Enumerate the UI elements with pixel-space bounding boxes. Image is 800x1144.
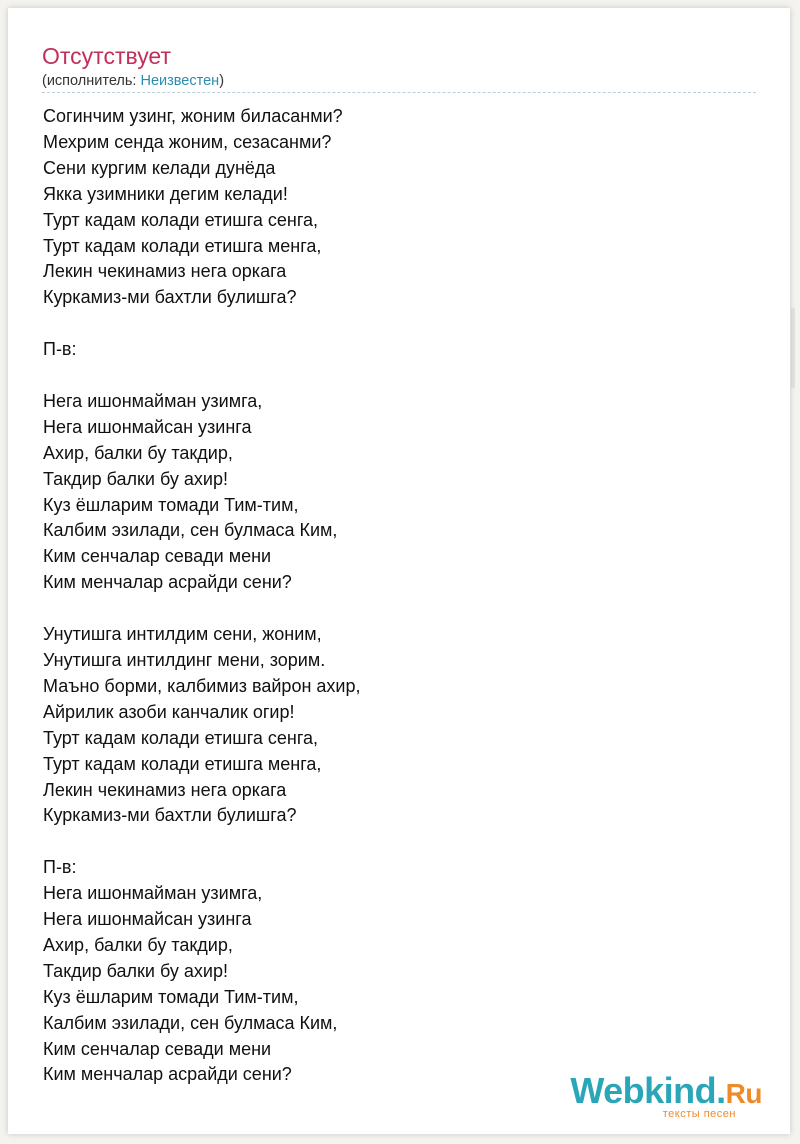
lyrics-line: Согинчим узинг, жоним биласанми? [43,106,343,126]
lyrics-line: Турт кадам колади етишга сенга, [43,209,319,230]
lyrics-line: Калбим эзилади, сен булмаса Ким, [43,520,338,541]
lyrics-line: Такдир балки бу ахир! [43,468,228,489]
lyrics-stanza [43,104,757,311]
lyrics-line: Ахир, балки бу такдир, [43,934,233,955]
header-divider [42,92,756,93]
artist-link[interactable]: Неизвестен [140,73,220,89]
lyrics-stanza [43,389,757,596]
lyrics-line: Лекин чекинамиз нега оркага [43,779,287,800]
lyrics-line: Мехрим сенда жоним, сезасанми? [43,131,332,152]
lyrics-line: Айрилик азоби канчалик огир! [43,701,295,722]
artist-suffix: ) [219,73,225,89]
lyrics-line: Унутишга интилдинг мени, зорим. [43,649,326,670]
lyrics-line: Куркамиз-ми бахтли булишга? [43,287,297,308]
lyrics-line: Маъно борми, калбимиз вайрон ахир, [43,675,361,696]
webkind-logo[interactable] [570,1070,762,1120]
logo-wordmark: Webkind [570,1070,717,1111]
artist-line [42,71,756,91]
lyrics-line: Лекин чекинамиз нега оркага [43,261,287,282]
lyrics-stanza [43,337,757,363]
lyrics-page [8,8,790,1134]
lyrics-line: Нега ишонмайсан узинга [43,909,252,930]
lyrics-line: Куз ёшларим томади Тим-тим, [43,494,299,515]
lyrics-line: Куз ёшларим томади Тим-тим, [43,986,299,1007]
lyrics-line: Ахир, балки бу такдир, [43,442,233,463]
lyrics-line: Нега ишонмайман узимга, [43,883,263,904]
lyrics-line: П-в: [43,339,77,360]
lyrics-line: Ким менчалар асрайди сени? [43,572,292,593]
lyrics-line: П-в: [43,857,77,878]
logo-dot: . [716,1070,726,1111]
lyrics-stanza [43,855,757,1088]
lyrics-body [43,104,757,1114]
lyrics-line: Турт кадам колади етишга менга, [43,753,322,774]
lyrics-line: Нега ишонмайман узимга, [43,390,263,411]
lyrics-line: Ким сенчалар севади мени [43,546,272,567]
song-header [42,42,756,91]
song-title: Отсутствует [42,43,171,69]
lyrics-stanza [43,622,757,829]
logo-subtitle: тексты песен [662,1108,736,1120]
artist-prefix: (исполнитель: [42,73,141,89]
lyrics-line: Унутишга интилдим сени, жоним, [43,624,322,645]
logo-tld: Ru [725,1078,762,1109]
lyrics-line: Калбим эзилади, сен булмаса Ким, [43,1012,338,1033]
lyrics-line: Такдир балки бу ахир! [43,960,228,981]
lyrics-line: Нега ишонмайсан узинга [43,416,252,437]
lyrics-line: Турт кадам колади етишга сенга, [43,727,319,748]
lyrics-line: Ким сенчалар севади мени [43,1038,272,1059]
lyrics-line: Куркамиз-ми бахтли булишга? [43,805,297,826]
lyrics-line: Ким менчалар асрайди сени? [43,1064,292,1085]
lyrics-line: Якка узимники дегим келади! [43,183,288,204]
lyrics-line: Сени кургим келади дунёда [43,157,276,178]
lyrics-line: Турт кадам колади етишга менга, [43,235,322,256]
